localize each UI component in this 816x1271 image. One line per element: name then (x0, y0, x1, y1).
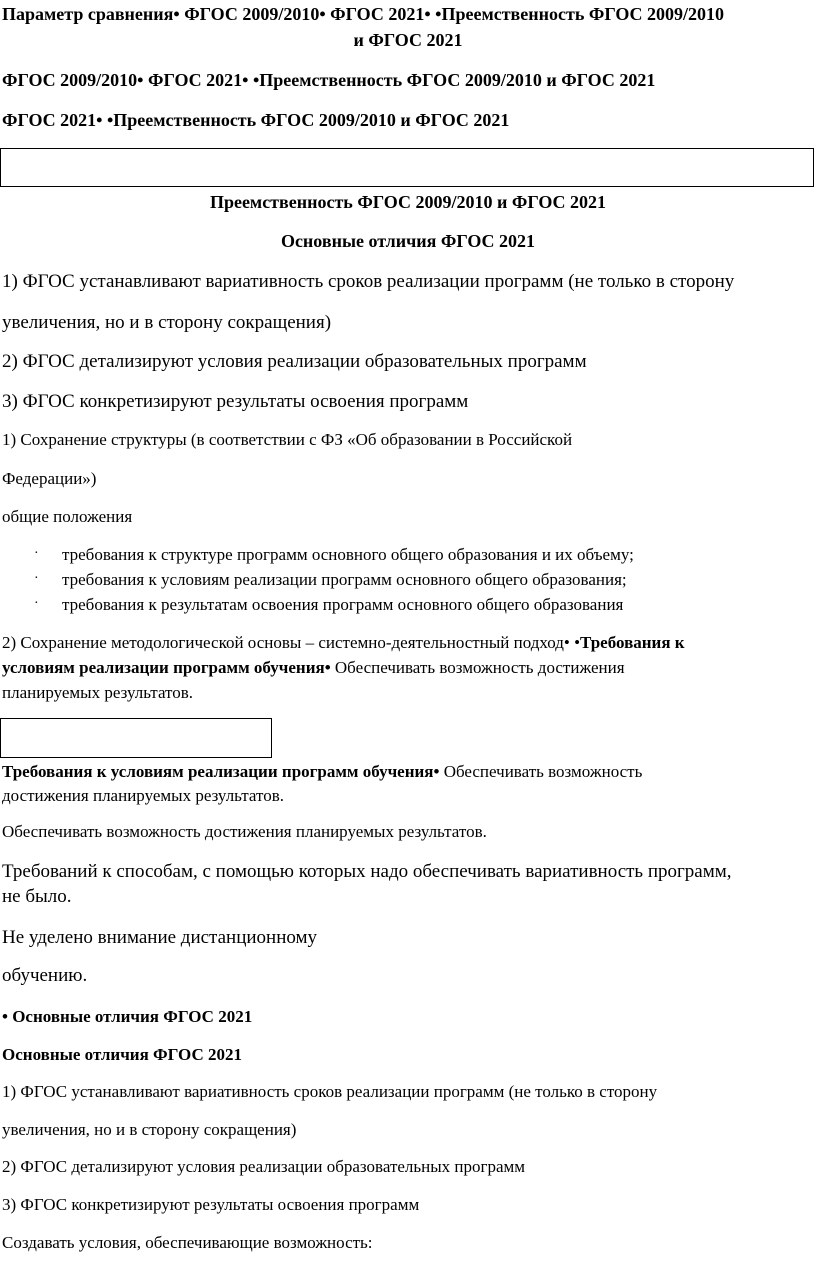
differences-title: Основные отличия ФГОС 2021 (2, 1045, 243, 1064)
empty-small-box (0, 718, 272, 758)
general-provisions: общие положения (2, 507, 133, 526)
preserve-methodology-line-3: планируемых результатов. (2, 683, 194, 702)
difference-item-1-line-2: увеличения, но и в сторону сокращения) (2, 312, 332, 333)
requirements-heading-start: Требования к (580, 633, 685, 652)
methodology-text: 2) Сохранение методологической основы – системно-деятельностный подход• • (2, 633, 581, 652)
header-line-1: Параметр сравнения• ФГОС 2009/2010• ФГОС 2021• •Преемственность ФГОС 2009/2010 (2, 4, 725, 24)
difference-item-2: 2) ФГОС детализируют условия реализации образовательных программ (2, 351, 587, 372)
difference-item-1-line-1: 1) ФГОС устанавливают вариативность сроков реализации программ (не только в сторону (2, 271, 735, 292)
ensure-results: Обеспечивать возможность достижения планируемых результатов. (2, 822, 487, 841)
preserve-methodology-line-2 (2, 658, 625, 678)
bullet-text: требования к структуре программ основного общего образования и их объему; (62, 545, 634, 564)
difference-item-3: 3) ФГОС конкретизируют результаты освоения программ (2, 1195, 420, 1214)
difference-item-1-line-1: 1) ФГОС устанавливают вариативность сроков реализации программ (не только в сторону (2, 1082, 658, 1101)
requirements-line-2: достижения планируемых результатов. (2, 786, 285, 805)
bullet-text: требования к условиям реализации программ основного общего образования; (62, 570, 627, 589)
requirements-heading-end: условиям реализации программ обучения• (2, 658, 331, 677)
header-line-3: ФГОС 2009/2010• ФГОС 2021• •Преемственность ФГОС 2009/2010 и ФГОС 2021 (2, 70, 656, 90)
bullet-dot-icon: · (34, 571, 39, 586)
ensure-text: Обеспечивать возможность достижения (330, 658, 625, 677)
bullet-dot-icon: · (34, 596, 39, 611)
header-line-2: и ФГОС 2021 (353, 30, 463, 50)
bullet-text: требования к результатам освоения программ основного общего образования (62, 595, 624, 614)
differences-bullet-title: • Основные отличия ФГОС 2021 (2, 1007, 253, 1026)
requirements-heading: Требования к условиям реализации программ обучения• (2, 762, 440, 781)
section-subtitle: Основные отличия ФГОС 2021 (280, 231, 536, 251)
requirements-ensure-text: Обеспечивать возможность (439, 762, 643, 781)
preserve-methodology-line-1 (2, 633, 685, 653)
difference-item-1-line-2: увеличения, но и в сторону сокращения) (2, 1120, 297, 1139)
difference-item-3: 3) ФГОС конкретизируют результаты освоения программ (2, 391, 469, 412)
preserve-structure-line-2: Федерации») (2, 469, 97, 488)
requirements-line-1 (2, 762, 642, 782)
variative-line-2: не было. (2, 886, 72, 907)
bullet-dot-icon: · (34, 546, 39, 561)
difference-item-2: 2) ФГОС детализируют условия реализации образовательных программ (2, 1157, 526, 1176)
distance-learning-line-1: Не уделено внимание дистанционному (2, 927, 318, 948)
empty-table-box (0, 148, 814, 187)
header-line-4: ФГОС 2021• •Преемственность ФГОС 2009/2010 и ФГОС 2021 (2, 110, 510, 130)
variative-line-1: Требований к способам, с помощью которых надо обеспечивать вариативность программ, (2, 861, 732, 882)
create-conditions: Создавать условия, обеспечивающие возможность: (2, 1233, 373, 1252)
preserve-structure-line-1: 1) Сохранение структуры (в соответствии с ФЗ «Об образовании в Российской (2, 430, 573, 449)
section-title: Преемственность ФГОС 2009/2010 и ФГОС 2021 (209, 192, 607, 212)
distance-learning-line-2: обучению. (2, 965, 88, 986)
